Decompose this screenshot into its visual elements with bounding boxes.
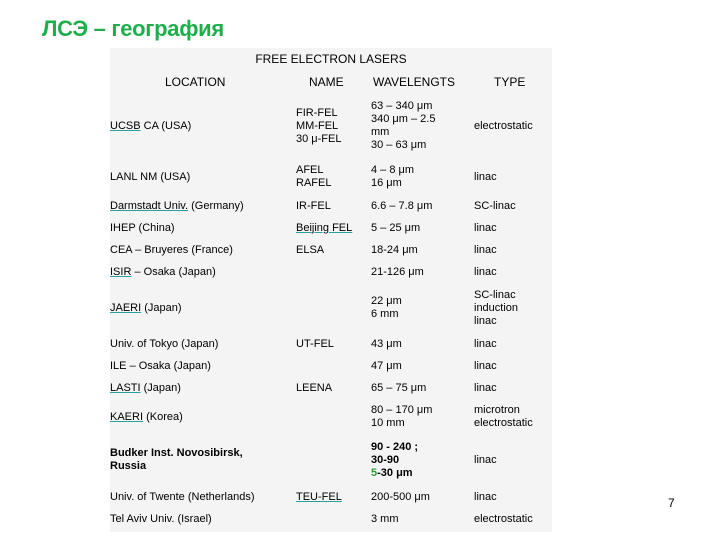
- row-type: linac: [474, 243, 497, 256]
- row-type: electrostatic: [474, 119, 533, 132]
- row-name: MM-FEL: [296, 119, 339, 132]
- location-text: IHEP (China): [110, 221, 175, 234]
- row-location: [110, 513, 212, 526]
- row-type: linac: [474, 381, 497, 394]
- location-text: ILE – Osaka (Japan): [110, 359, 211, 372]
- row-type: SC-linac: [474, 288, 516, 301]
- row-wavelength: 30-90: [371, 453, 400, 466]
- row-wavelength: 18-24 μm: [371, 243, 418, 256]
- location-text: Univ. of Twente (Netherlands): [110, 490, 255, 503]
- row-location: [110, 120, 191, 133]
- location-text: – Osaka (Japan): [131, 265, 216, 278]
- location-text: CA (USA): [140, 119, 192, 132]
- name-link[interactable]: TEU-FEL: [296, 490, 342, 503]
- row-wavelength: 90 - 240 ;: [371, 440, 419, 453]
- row-name: IR-FEL: [296, 199, 331, 212]
- location-text: Budker Inst. Novosibirsk,: [110, 447, 243, 459]
- row-type: linac: [474, 359, 497, 372]
- location-link[interactable]: JAERI: [110, 301, 142, 314]
- location-link[interactable]: KAERI: [110, 410, 144, 423]
- row-location: [110, 171, 190, 184]
- row-wavelength: 21-126 μm: [371, 265, 424, 278]
- location-text: (Germany): [188, 199, 244, 212]
- row-type: linac: [474, 490, 497, 503]
- location-text: (Korea): [143, 410, 183, 423]
- location-link[interactable]: LASTI: [110, 381, 141, 394]
- row-wavelength: 10 mm: [371, 417, 405, 429]
- header-location: LOCATION: [165, 75, 226, 89]
- location-text: LANL NM (USA): [110, 170, 191, 183]
- row-location: [110, 447, 243, 460]
- row-wavelength: 340 μm – 2.5: [371, 113, 436, 125]
- row-name: AFEL: [296, 164, 324, 176]
- row-type: linac: [474, 453, 497, 466]
- row-type: electrostatic: [474, 417, 533, 429]
- row-wavelength: 43 μm: [371, 337, 402, 350]
- row-wavelength: 80 – 170 μm: [371, 404, 433, 416]
- row-wavelength: 200-500 μm: [371, 490, 430, 503]
- header-wavelengths: WAVELENGTS: [373, 75, 456, 89]
- row-type: induction: [474, 301, 519, 314]
- row-location: [110, 302, 182, 315]
- row-type: linac: [474, 337, 497, 350]
- row-location: [110, 411, 183, 424]
- row-name: ELSA: [296, 243, 325, 256]
- row-location: [110, 200, 244, 213]
- row-location: [110, 360, 211, 373]
- row-location: [110, 266, 216, 279]
- row-type: linac: [474, 170, 497, 183]
- row-location: [110, 382, 181, 395]
- row-wavelength: [371, 467, 413, 480]
- location-text: (Japan): [140, 381, 181, 394]
- row-type: linac: [474, 265, 497, 278]
- row-name: LEENA: [296, 381, 333, 394]
- row-wavelength: 65 – 75 μm: [371, 381, 427, 394]
- row-name: FIR-FEL: [296, 106, 338, 119]
- row-wavelength: 16 μm: [371, 177, 402, 189]
- row-type: microtron: [474, 404, 520, 416]
- row-wavelength: mm: [371, 126, 390, 138]
- row-location: [110, 222, 175, 235]
- row-name: UT-FEL: [296, 337, 334, 350]
- location-text: (Japan): [141, 301, 182, 314]
- location-text: Tel Aviv Univ. (Israel): [110, 512, 212, 525]
- row-name: RAFEL: [296, 177, 332, 189]
- row-wavelength: 6 mm: [371, 308, 399, 320]
- row-type: linac: [474, 221, 497, 234]
- name-link[interactable]: Beijing FEL: [296, 221, 353, 234]
- location-link[interactable]: ISIR: [110, 265, 132, 278]
- location-link[interactable]: UCSB: [110, 119, 141, 132]
- location-link[interactable]: Darmstadt Univ.: [110, 199, 189, 212]
- row-type: linac: [474, 314, 497, 327]
- row-wavelength: 47 μm: [371, 359, 402, 372]
- header-name: NAME: [309, 75, 344, 89]
- row-wavelength: 5 – 25 μm: [371, 221, 421, 234]
- row-wavelength: 3 mm: [371, 512, 399, 525]
- page-number: 7: [668, 496, 675, 510]
- location-text: Univ. of Tokyo (Japan): [110, 337, 219, 350]
- wavelength-highlight: 5: [371, 466, 378, 479]
- row-type: SC-linac: [474, 199, 516, 212]
- slide-title: ЛСЭ – география: [42, 16, 224, 41]
- row-location: [110, 244, 233, 257]
- row-wavelength: 6.6 – 7.8 μm: [371, 199, 433, 212]
- row-wavelength: 4 – 8 μm: [371, 164, 415, 176]
- row-location: [110, 338, 218, 351]
- row-wavelength: 63 – 340 μm: [371, 100, 433, 112]
- row-location: Russia: [110, 460, 147, 472]
- row-wavelength: 30 – 63 μm: [371, 139, 427, 151]
- wavelength-text: -30 μm: [377, 466, 413, 479]
- header-type: TYPE: [494, 75, 526, 89]
- location-text: CEA – Bruyeres (France): [110, 243, 233, 256]
- row-type: electrostatic: [474, 512, 533, 525]
- table-caption: FREE ELECTRON LASERS: [255, 52, 407, 66]
- row-location: [110, 491, 255, 504]
- row-name: 30 μ-FEL: [296, 132, 342, 145]
- row-wavelength: 22 μm: [371, 295, 402, 307]
